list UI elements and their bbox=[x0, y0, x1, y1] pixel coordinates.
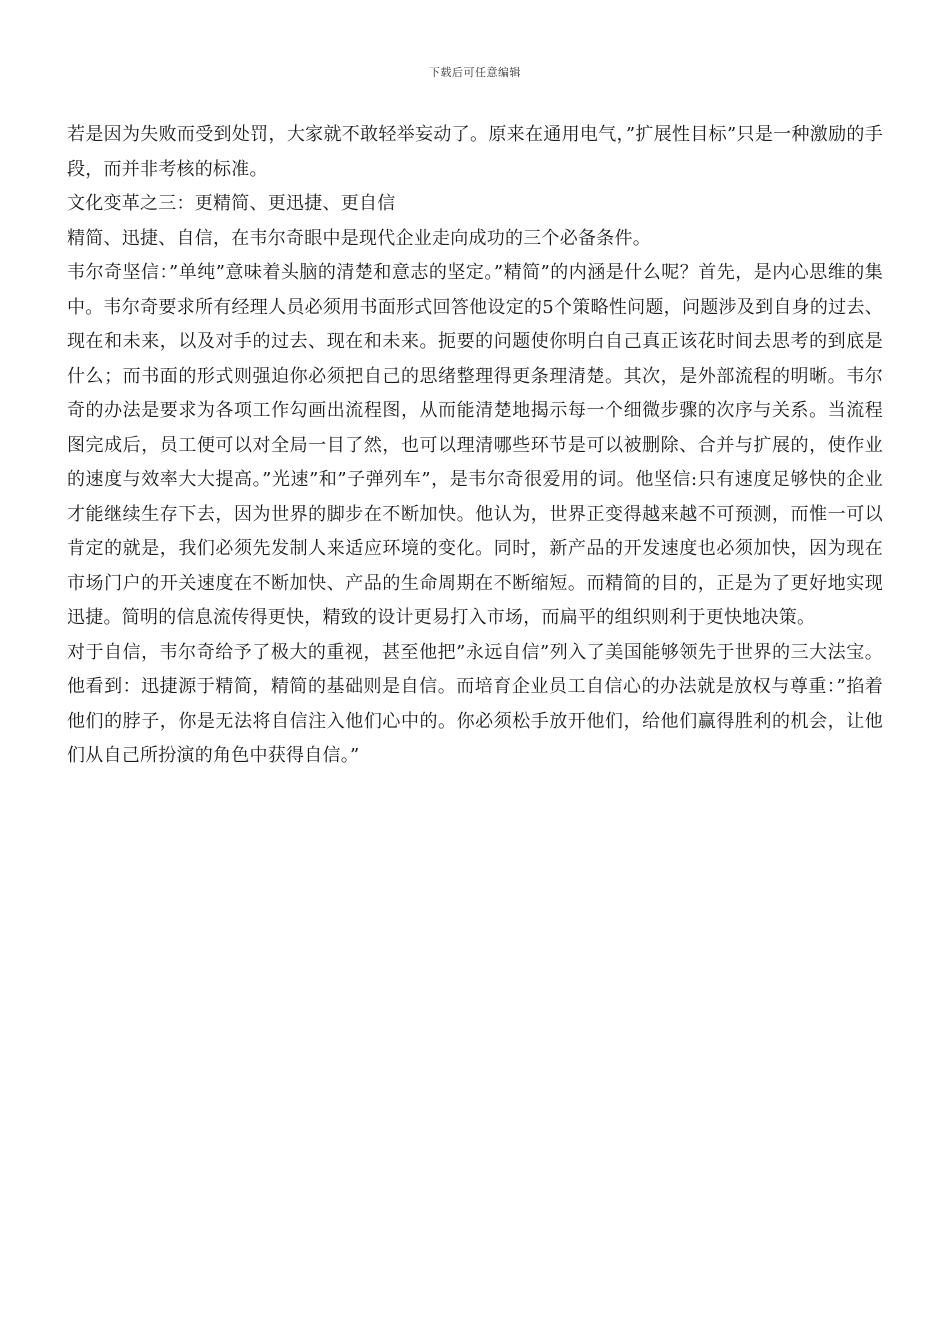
paragraph-three-conditions: 精简、迅捷、自信，在韦尔奇眼中是现代企业走向成功的三个必备条件。 bbox=[67, 227, 651, 249]
document-body bbox=[67, 118, 883, 774]
page-header: 下载后可任意编辑 bbox=[429, 66, 521, 79]
paragraph-self-confidence: 对于自信，韦尔奇给予了极大的重视，甚至他把”永远自信”列入了美国能够领先于世界的三大法宝。他看到：迅捷源于精简，精简的基础则是自信。而培育企业员工自信心的办法就是放权与尊重：”掐着他们的脖子，你是无法将自信注入他们心中的。你必须松手放开他们，给他们赢得胜利的机会，让他们从自己所扮演的角色中获得自信。” bbox=[67, 641, 883, 766]
paragraph-failure-punishment: 若是因为失败而受到处罚，大家就不敢轻举妄动了。原来在通用电气，”扩展性目标”只是一种激励的手段，而并非考核的标准。 bbox=[67, 124, 883, 180]
paragraph-simplicity-speed: 韦尔奇坚信：”单纯”意味着头脑的清楚和意志的坚定。”精简”的内涵是什么呢？首先，是内心思维的集中。韦尔奇要求所有经理人员必须用书面形式回答他设定的5个策略性问题，问题涉及到自身的过去、现在和未来，以及对手的过去、现在和未来。扼要的问题使你明白自己真正该花时间去思考的到底是什么；而书面的形式则强迫你必须把自己的思绪整理得更条理清楚。其次，是外部流程的明晰。韦尔奇的办法是要求为各项工作勾画出流程图，从而能清楚地揭示每一个细微步骤的次序与关系。当流程图完成后，员工便可以对全局一目了然，也可以理清哪些环节是可以被删除、合并与扩展的，使作业的速度与效率大大提高。”光速”和”子弹列车”，是韦尔奇很爱用的词。他坚信:只有速度足够快的企业才能继续生存下去，因为世界的脚步在不断加快。他认为，世界正变得越来越不可预测，而惟一可以肯定的就是，我们必须先发制人来适应环境的变化。同时，新产品的开发速度也必须加快，因为现在市场门户的开关速度在不断加快、产品的生命周期在不断缩短。而精简的目的，正是为了更好地实现迅捷。简明的信息流传得更快，精致的设计更易打入市场，而扁平的组织则利于更快地决策。 bbox=[67, 262, 883, 628]
section-heading-culture-change-3: 文化变革之三：更精简、更迅捷、更自信 bbox=[67, 193, 396, 214]
